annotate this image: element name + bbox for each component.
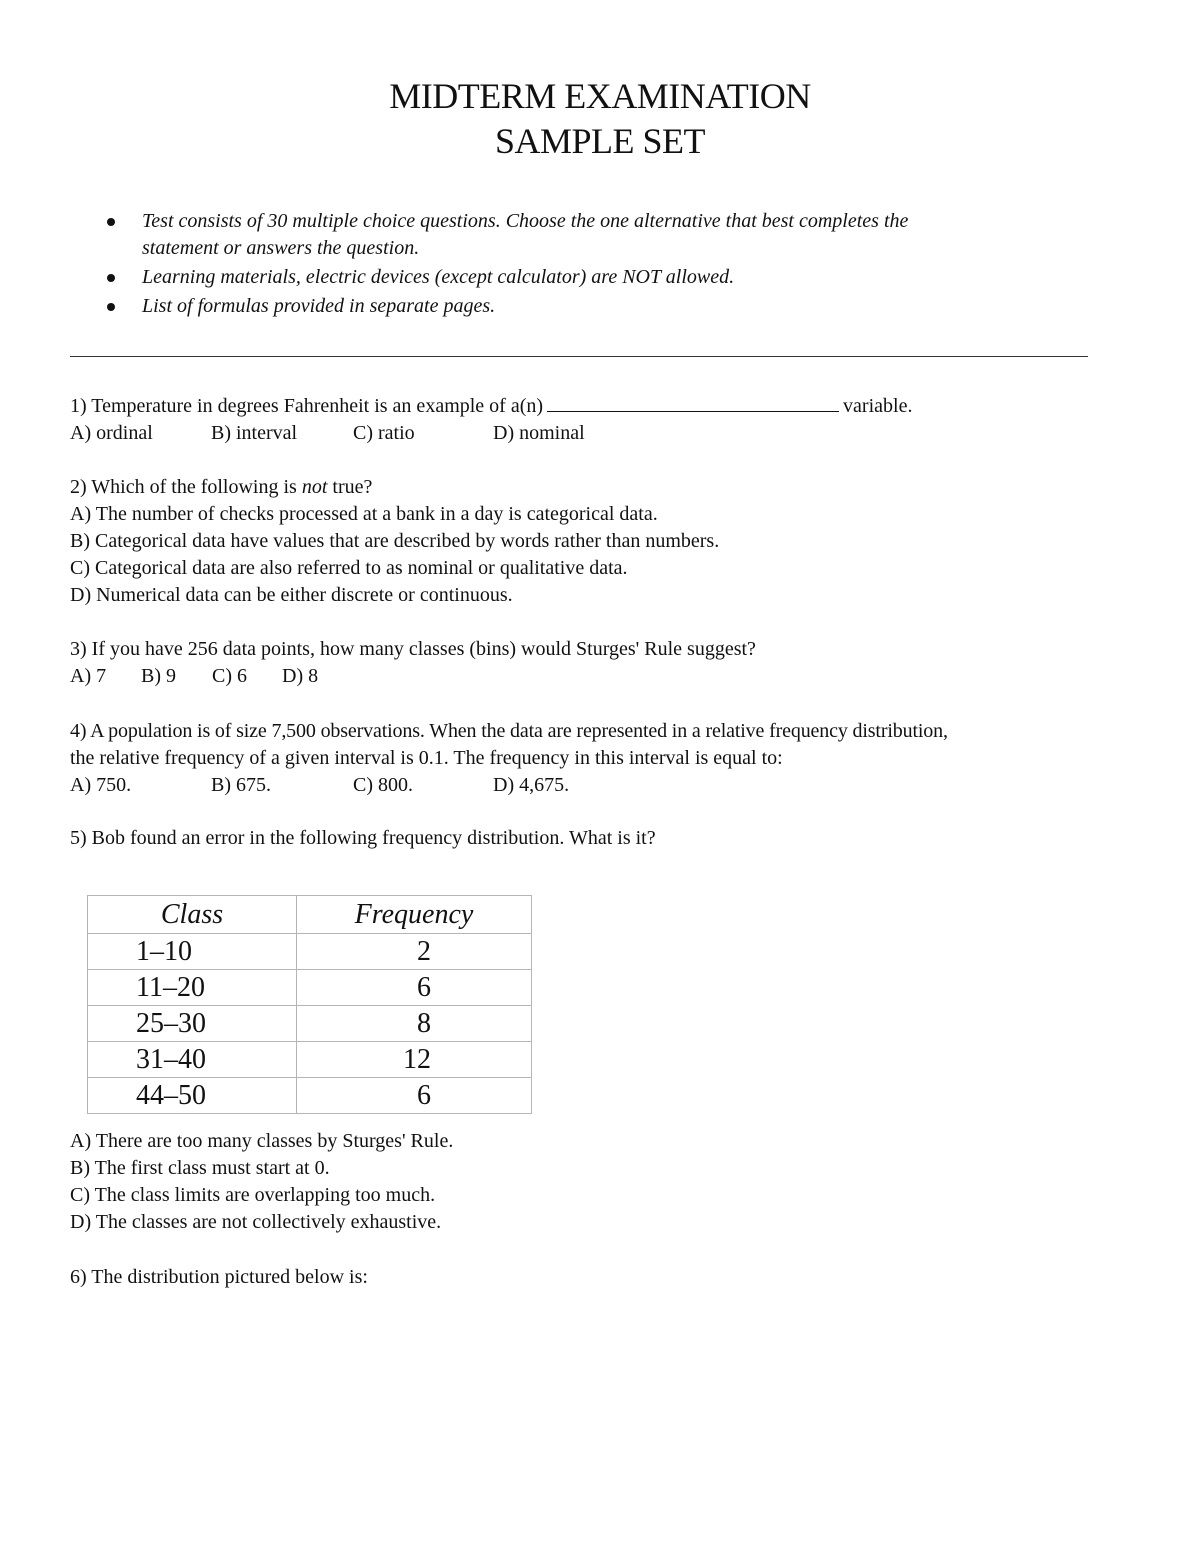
answer-blank: [547, 393, 839, 412]
question-stem-text: 1) Temperature in degrees Fahrenheit is an example of a(n): [70, 395, 544, 417]
question-stem: [70, 474, 719, 501]
frequency-table: [87, 895, 532, 1114]
instruction-item: [100, 293, 1100, 320]
option-b: B) The first class must start at 0.: [70, 1157, 330, 1179]
instruction-text: List of formulas provided in separate pages.: [142, 295, 496, 317]
table-cell-class: 44–50: [88, 1078, 297, 1114]
option-a: A) The number of checks processed at a bank in a day is categorical data.: [70, 503, 658, 525]
option-b: B) Categorical data have values that are described by words rather than numbers.: [70, 530, 720, 552]
instruction-item: [100, 208, 1100, 262]
table-cell-class: 31–40: [88, 1042, 297, 1078]
option-a: A) 7: [70, 665, 107, 687]
question-options: [70, 772, 948, 799]
question-stem-text: variable.: [843, 395, 913, 417]
instructions-list: [100, 208, 1100, 322]
table-cell-frequency: 12: [297, 1042, 532, 1078]
question-stem-text: 2) Which of the following is: [70, 476, 302, 498]
option-a: A) ordinal: [70, 422, 153, 444]
question-4: [70, 718, 948, 799]
option-a: A) There are too many classes by Sturges' Rule.: [70, 1130, 454, 1152]
question-options: [70, 420, 912, 447]
option-c: C) ratio: [353, 422, 415, 444]
question-stem: [70, 393, 912, 420]
option-c: C) Categorical data are also referred to as nominal or qualitative data.: [70, 557, 628, 579]
instruction-item: [100, 264, 1100, 291]
question-1: [70, 393, 912, 447]
option-c: C) 6: [212, 665, 247, 687]
bullet-icon: [107, 274, 115, 282]
instruction-text: Test consists of 30 multiple choice questions. Choose the one alternative that best completes the: [142, 210, 909, 232]
option-a: A) 750.: [70, 774, 132, 796]
question-options: [70, 663, 756, 690]
question-stem-text: true?: [327, 476, 373, 498]
bullet-icon: [107, 218, 115, 226]
question-stem: 5) Bob found an error in the following frequency distribution. What is it?: [70, 827, 656, 849]
table-row: [88, 1078, 532, 1114]
option-b: B) 9: [141, 665, 176, 687]
table-row: [88, 934, 532, 970]
table-cell-frequency: 2: [297, 934, 532, 970]
question-stem: 4) A population is of size 7,500 observations. When the data are represented in a relative frequency distribution,: [70, 720, 948, 742]
option-b: B) interval: [211, 422, 298, 444]
option-d: D) 8: [282, 665, 319, 687]
question-2: [70, 474, 719, 609]
table-cell-class: 1–10: [88, 934, 297, 970]
question-6: [70, 1264, 368, 1291]
divider-line: [70, 356, 1088, 357]
question-5: [70, 825, 656, 852]
table-cell-class: 25–30: [88, 1006, 297, 1042]
table-cell-frequency: 6: [297, 1078, 532, 1114]
option-d: D) The classes are not collectively exhaustive.: [70, 1211, 442, 1233]
table-cell-class: 11–20: [88, 970, 297, 1006]
option-b: B) 675.: [211, 774, 271, 796]
question-stem: 6) The distribution pictured below is:: [70, 1266, 368, 1288]
table-row: [88, 970, 532, 1006]
option-c: C) 800.: [353, 774, 413, 796]
question-stem: 3) If you have 256 data points, how many classes (bins) would Sturges' Rule suggest?: [70, 638, 756, 660]
option-d: D) 4,675.: [493, 774, 570, 796]
bullet-icon: [107, 303, 115, 311]
table-header-row: [88, 896, 532, 934]
table-cell-frequency: 6: [297, 970, 532, 1006]
table-header: Frequency: [297, 896, 532, 934]
option-c: C) The class limits are overlapping too much.: [70, 1184, 436, 1206]
question-stem-emphasis: not: [301, 476, 328, 498]
option-d: D) Numerical data can be either discrete or continuous.: [70, 584, 513, 606]
question-5-options: [70, 1128, 453, 1236]
table-header: Class: [88, 896, 297, 934]
table-cell-frequency: 8: [297, 1006, 532, 1042]
table-row: [88, 1042, 532, 1078]
instruction-text: Learning materials, electric devices (except calculator) are NOT allowed.: [142, 266, 735, 288]
exam-subtitle: SAMPLE SET: [494, 121, 706, 161]
option-d: D) nominal: [493, 422, 585, 444]
question-3: [70, 636, 756, 690]
instruction-text: statement or answers the question.: [142, 237, 420, 259]
exam-title: MIDTERM EXAMINATION: [389, 76, 811, 116]
table-row: [88, 1006, 532, 1042]
question-stem: the relative frequency of a given interval is 0.1. The frequency in this interval is equal to:: [70, 747, 783, 769]
